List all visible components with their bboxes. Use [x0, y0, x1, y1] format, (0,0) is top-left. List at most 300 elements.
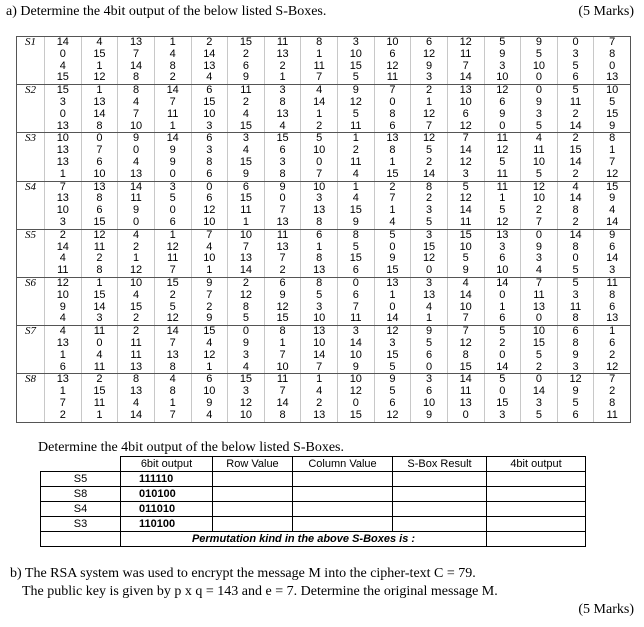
sbox-label: S1 — [17, 37, 45, 49]
sbox-cell: 14 — [338, 338, 375, 350]
sbox-cell: 15 — [191, 97, 228, 109]
sbox-cell: 8 — [301, 253, 338, 265]
sbox-cell: 3 — [484, 242, 521, 254]
sbox-cell: 5 — [374, 229, 411, 241]
sbox-row — [17, 350, 631, 362]
sbox-label — [17, 217, 45, 229]
sbox-cell: 6 — [594, 242, 631, 254]
sbox-cell: 9 — [594, 121, 631, 133]
sbox-cell: 5 — [338, 72, 375, 84]
sbox-cell: 3 — [557, 290, 594, 302]
permutation-answer-cell[interactable] — [487, 532, 586, 547]
sbox-cell: 11 — [557, 302, 594, 314]
sbox-cell: 7 — [45, 181, 82, 193]
sbox-cell: 5 — [338, 109, 375, 121]
sbox-cell: 12 — [447, 37, 484, 49]
sbox-cell: 15 — [81, 386, 118, 398]
sbox-cell: 9 — [154, 157, 191, 169]
sbox-cell: 15 — [228, 374, 265, 386]
sbox-label: S4 — [17, 181, 45, 193]
sbox-cell: 3 — [191, 145, 228, 157]
sbox-cell: 11 — [338, 313, 375, 325]
sbox-cell: 1 — [411, 97, 448, 109]
sbox-cell: 3 — [521, 109, 558, 121]
sbox-cell: 8 — [374, 145, 411, 157]
sbox-cell: 7 — [521, 217, 558, 229]
sbox-label — [17, 205, 45, 217]
sbox-cell: 3 — [411, 205, 448, 217]
sbox-cell: 7 — [594, 37, 631, 49]
sbox-cell: 2 — [264, 265, 301, 277]
sbox-cell: 13 — [154, 350, 191, 362]
sbox-cell: 13 — [45, 374, 82, 386]
sbox-cell: 11 — [81, 326, 118, 338]
answer-row — [41, 502, 586, 517]
sbox-cell: 2 — [594, 350, 631, 362]
sbox-cell: 4 — [118, 398, 155, 410]
part-a-marks: (5 Marks) — [578, 4, 634, 19]
sbox-cell: 1 — [301, 374, 338, 386]
sbox-cell: 10 — [338, 374, 375, 386]
sbox-cell: 13 — [45, 338, 82, 350]
sbox-cell: 14 — [374, 313, 411, 325]
sbox-cell: 11 — [228, 205, 265, 217]
sbox-cell: 1 — [338, 133, 375, 145]
sbox-cell: 15 — [45, 85, 82, 97]
sbox-cell: 11 — [594, 277, 631, 289]
sbox-cell: 6 — [557, 72, 594, 84]
sbox-label — [17, 61, 45, 73]
sbox-cell: 1 — [484, 193, 521, 205]
sbox-cell: 3 — [338, 37, 375, 49]
sbox-cell: 2 — [411, 157, 448, 169]
sbox-cell: 13 — [264, 49, 301, 61]
sbox-cell: 9 — [191, 277, 228, 289]
sbox-cell: 2 — [191, 37, 228, 49]
sbox-cell: 8 — [594, 290, 631, 302]
sbox-cell: 8 — [264, 326, 301, 338]
sbox-cell: 12 — [484, 85, 521, 97]
sbox-cell: 8 — [374, 109, 411, 121]
sbox-cell: 5 — [374, 362, 411, 374]
permutation-kind-label: Permutation kind in the above S-Boxes is : — [121, 532, 487, 547]
sbox-cell: 12 — [484, 145, 521, 157]
part-b-marks: (5 Marks) — [578, 602, 634, 617]
sbox-cell: 6 — [264, 145, 301, 157]
sbox-cell: 7 — [374, 193, 411, 205]
sbox-cell: 15 — [154, 277, 191, 289]
sbox-cell: 6 — [191, 133, 228, 145]
sbox-cell: 15 — [191, 326, 228, 338]
sbox-cell: 8 — [81, 121, 118, 133]
sbox-cell: 11 — [594, 410, 631, 422]
sbox-cell: 11 — [521, 145, 558, 157]
sbox-cell: 11 — [447, 217, 484, 229]
sbox-cell: 11 — [228, 85, 265, 97]
sbox-cell: 8 — [557, 338, 594, 350]
sbox-cell: 11 — [484, 181, 521, 193]
sbox-cell: 8 — [154, 386, 191, 398]
sbox-cell: 15 — [374, 169, 411, 181]
sbox-cell: 8 — [264, 97, 301, 109]
sbox-cell: 10 — [45, 205, 82, 217]
sbox-cell: 10 — [521, 61, 558, 73]
sbox-cell: 1 — [45, 169, 82, 181]
answer-row — [41, 517, 586, 532]
sbox-cell: 8 — [81, 265, 118, 277]
sbox-cell: 15 — [81, 290, 118, 302]
sbox-cell: 1 — [411, 313, 448, 325]
sbox-cell: 14 — [594, 217, 631, 229]
sbox-cell: 15 — [228, 121, 265, 133]
sbox-cell: 15 — [521, 338, 558, 350]
sbox-cell: 5 — [374, 386, 411, 398]
sbox-table — [16, 36, 631, 423]
sbox-cell: 14 — [45, 242, 82, 254]
sbox-cell: 2 — [301, 121, 338, 133]
sbox-cell: 4 — [521, 133, 558, 145]
sbox-cell: 14 — [557, 193, 594, 205]
sbox-cell: 12 — [411, 109, 448, 121]
sbox-cell: 4 — [228, 362, 265, 374]
sbox-cell: 2 — [521, 362, 558, 374]
sbox-cell: 11 — [447, 386, 484, 398]
sbox-cell: 10 — [374, 37, 411, 49]
sbox-name: S3 — [41, 517, 121, 532]
sbox-cell: 4 — [154, 49, 191, 61]
sbox-cell: 8 — [191, 157, 228, 169]
sbox-cell: 12 — [81, 72, 118, 84]
sbox-cell: 9 — [557, 350, 594, 362]
sbox-cell: 14 — [45, 37, 82, 49]
sbox-cell: 1 — [338, 181, 375, 193]
sbox-cell: 2 — [228, 97, 265, 109]
sbox-cell: 1 — [191, 265, 228, 277]
sbox-cell: 0 — [557, 37, 594, 49]
part-a-question: a) Determine the 4bit output of the below listed S-Boxes. — [6, 4, 327, 19]
sbox-cell: 14 — [447, 374, 484, 386]
sbox-cell: 14 — [191, 49, 228, 61]
sbox-cell: 6 — [594, 302, 631, 314]
sbox-cell: 7 — [118, 49, 155, 61]
output-4bit-cell[interactable] — [487, 517, 586, 532]
sbox-cell: 10 — [338, 350, 375, 362]
sbox-cell: 14 — [447, 72, 484, 84]
sbox-cell: 7 — [154, 265, 191, 277]
sbox-cell: 12 — [154, 242, 191, 254]
sbox-cell: 15 — [338, 410, 375, 422]
sbox-cell: 12 — [338, 386, 375, 398]
sbox-cell: 7 — [45, 398, 82, 410]
sbox-cell: 4 — [81, 37, 118, 49]
sbox-cell: 7 — [264, 386, 301, 398]
sbox-result-cell[interactable] — [393, 517, 487, 532]
sbox-label — [17, 109, 45, 121]
sbox-cell: 11 — [264, 374, 301, 386]
sbox-row — [17, 290, 631, 302]
output-4bit-cell[interactable] — [487, 472, 586, 487]
sbox-cell: 0 — [447, 410, 484, 422]
sbox-cell: 9 — [411, 410, 448, 422]
sbox-cell: 12 — [81, 229, 118, 241]
sbox-cell: 5 — [521, 350, 558, 362]
sbox-cell: 1 — [81, 61, 118, 73]
sbox-cell: 6 — [191, 85, 228, 97]
column-value-cell[interactable] — [293, 502, 393, 517]
sbox-cell: 9 — [118, 133, 155, 145]
sbox-cell: 15 — [338, 61, 375, 73]
sbox-label — [17, 350, 45, 362]
sbox-cell: 15 — [484, 398, 521, 410]
sbox-cell: 0 — [45, 109, 82, 121]
sbox-cell: 12 — [447, 157, 484, 169]
row-value-cell[interactable] — [213, 517, 293, 532]
sbox-cell: 14 — [154, 326, 191, 338]
sbox-cell: 1 — [154, 398, 191, 410]
sbox-cell: 11 — [338, 157, 375, 169]
sbox-cell: 8 — [81, 193, 118, 205]
sbox-cell: 0 — [557, 253, 594, 265]
sbox-cell: 1 — [594, 326, 631, 338]
sbox-label — [17, 410, 45, 422]
sbox-cell: 9 — [374, 253, 411, 265]
sbox-cell: 4 — [228, 145, 265, 157]
sbox-cell: 0 — [521, 85, 558, 97]
row-value-cell[interactable] — [213, 472, 293, 487]
output-4bit-cell[interactable] — [487, 502, 586, 517]
sbox-cell: 3 — [411, 277, 448, 289]
sbox-cell: 4 — [594, 205, 631, 217]
sbox-cell: 6 — [191, 169, 228, 181]
sbox-label: S5 — [17, 229, 45, 241]
sbox-cell: 4 — [81, 350, 118, 362]
sbox-cell: 9 — [447, 265, 484, 277]
sbox-cell: 13 — [264, 242, 301, 254]
sbox-cell: 4 — [557, 181, 594, 193]
sbox-cell: 3 — [264, 85, 301, 97]
column-value-cell[interactable] — [293, 487, 393, 502]
sbox-cell: 13 — [484, 229, 521, 241]
sbox-cell: 14 — [557, 157, 594, 169]
sbox-cell: 2 — [374, 181, 411, 193]
sbox-cell: 4 — [191, 338, 228, 350]
sbox-name: S4 — [41, 502, 121, 517]
sbox-cell: 15 — [81, 49, 118, 61]
part-b-line2: The public key is given by p x q = 143 and e = 7. Determine the original message M. — [22, 584, 498, 599]
sbox-cell: 1 — [154, 121, 191, 133]
column-value-cell[interactable] — [293, 472, 393, 487]
sbox-cell: 8 — [264, 410, 301, 422]
sbox-cell: 12 — [411, 133, 448, 145]
sbox-cell: 9 — [411, 326, 448, 338]
sbox-cell: 3 — [411, 72, 448, 84]
sbox-cell: 12 — [447, 121, 484, 133]
sbox-cell: 9 — [374, 374, 411, 386]
sbox-cell: 4 — [338, 193, 375, 205]
sbox-cell: 14 — [154, 85, 191, 97]
sbox-cell: 6 — [484, 313, 521, 325]
sbox-cell: 4 — [45, 313, 82, 325]
sbox-cell: 15 — [228, 193, 265, 205]
sbox-cell: 9 — [594, 193, 631, 205]
sbox-label — [17, 313, 45, 325]
sbox-cell: 11 — [374, 72, 411, 84]
sbox-cell: 2 — [557, 217, 594, 229]
sbox-result-cell[interactable] — [393, 472, 487, 487]
sbox-label — [17, 157, 45, 169]
row-value-cell[interactable] — [213, 487, 293, 502]
sbox-cell: 15 — [81, 217, 118, 229]
sbox-cell: 1 — [81, 85, 118, 97]
sbox-cell: 14 — [411, 169, 448, 181]
row-value-cell[interactable] — [213, 502, 293, 517]
sbox-cell: 7 — [191, 229, 228, 241]
sbox-cell: 8 — [301, 277, 338, 289]
sbox-cell: 0 — [411, 265, 448, 277]
sbox-cell: 6 — [411, 350, 448, 362]
answer-row — [41, 472, 586, 487]
sbox-cell: 13 — [264, 217, 301, 229]
sbox-cell: 9 — [154, 145, 191, 157]
sbox-cell: 12 — [191, 350, 228, 362]
column-value-cell[interactable] — [293, 517, 393, 532]
sbox-cell: 7 — [228, 242, 265, 254]
sbox-cell: 13 — [374, 133, 411, 145]
sbox-name: S8 — [41, 487, 121, 502]
sbox-cell: 5 — [521, 121, 558, 133]
sbox-cell: 5 — [557, 61, 594, 73]
sbox-row — [17, 97, 631, 109]
sbox-cell: 11 — [154, 253, 191, 265]
sbox-row — [17, 217, 631, 229]
sbox-cell: 3 — [521, 398, 558, 410]
sbox-label — [17, 169, 45, 181]
sbox-label: S2 — [17, 85, 45, 97]
sbox-result-cell[interactable] — [393, 502, 487, 517]
sbox-cell: 7 — [264, 205, 301, 217]
sbox-cell: 2 — [118, 313, 155, 325]
output-4bit-cell[interactable] — [487, 487, 586, 502]
sbox-cell: 12 — [594, 169, 631, 181]
sbox-cell: 8 — [594, 49, 631, 61]
sbox-cell: 13 — [594, 72, 631, 84]
sbox-cell: 1 — [45, 386, 82, 398]
sbox-cell: 3 — [411, 374, 448, 386]
sbox-cell: 1 — [484, 302, 521, 314]
sbox-cell: 14 — [118, 410, 155, 422]
sbox-cell: 4 — [154, 374, 191, 386]
sbox-cell: 6 — [228, 61, 265, 73]
sbox-cell: 12 — [118, 265, 155, 277]
sbox-cell: 13 — [301, 265, 338, 277]
sbox-cell: 2 — [264, 61, 301, 73]
sbox-cell: 0 — [264, 193, 301, 205]
sbox-cell: 6 — [411, 386, 448, 398]
sbox-cell: 12 — [411, 49, 448, 61]
sbox-cell: 6 — [557, 410, 594, 422]
sbox-cell: 12 — [484, 217, 521, 229]
sbox-cell: 10 — [118, 277, 155, 289]
sbox-cell: 9 — [484, 109, 521, 121]
sbox-cell: 5 — [301, 133, 338, 145]
sbox-cell: 0 — [191, 181, 228, 193]
sbox-cell: 2 — [521, 205, 558, 217]
sbox-row — [17, 72, 631, 84]
sbox-cell: 12 — [447, 338, 484, 350]
sbox-cell: 11 — [447, 49, 484, 61]
sbox-cell: 10 — [411, 398, 448, 410]
sbox-label — [17, 72, 45, 84]
sbox-cell: 3 — [557, 362, 594, 374]
sbox-cell: 4 — [338, 169, 375, 181]
sbox-cell: 13 — [447, 85, 484, 97]
sbox-cell: 4 — [45, 253, 82, 265]
sbox-cell: 10 — [594, 85, 631, 97]
sbox-cell: 5 — [557, 265, 594, 277]
sbox-row — [17, 277, 631, 289]
sbox-cell: 6 — [338, 290, 375, 302]
sbox-cell: 1 — [374, 290, 411, 302]
sbox-cell: 2 — [411, 85, 448, 97]
sbox-cell: 11 — [118, 193, 155, 205]
sbox-cell: 3 — [411, 229, 448, 241]
sbox-cell: 2 — [228, 49, 265, 61]
sbox-cell: 10 — [301, 145, 338, 157]
sbox-cell: 12 — [154, 313, 191, 325]
sbox-cell: 4 — [228, 109, 265, 121]
sbox-input: 111110 — [121, 472, 213, 487]
sbox-cell: 6 — [191, 193, 228, 205]
sbox-cell: 15 — [557, 145, 594, 157]
sbox-cell: 5 — [484, 374, 521, 386]
sbox-cell: 9 — [228, 72, 265, 84]
sbox-cell: 1 — [154, 37, 191, 49]
sbox-cell: 4 — [191, 410, 228, 422]
sbox-cell: 0 — [118, 217, 155, 229]
sbox-cell: 6 — [374, 49, 411, 61]
sbox-cell: 4 — [118, 290, 155, 302]
sbox-cell: 3 — [45, 97, 82, 109]
sbox-cell: 0 — [154, 169, 191, 181]
header-sbox-result: S-Box Result — [393, 457, 487, 472]
sbox-cell: 8 — [557, 205, 594, 217]
sbox-cell: 15 — [447, 362, 484, 374]
sbox-label — [17, 49, 45, 61]
sbox-cell: 12 — [338, 97, 375, 109]
sbox-cell: 14 — [301, 97, 338, 109]
sbox-cell: 8 — [447, 350, 484, 362]
sbox-cell: 3 — [301, 193, 338, 205]
sbox-cell: 12 — [191, 205, 228, 217]
sbox-cell: 6 — [557, 326, 594, 338]
sbox-cell: 10 — [447, 302, 484, 314]
sbox-cell: 15 — [338, 253, 375, 265]
sbox-cell: 5 — [557, 277, 594, 289]
header-4bit-output: 4bit output — [487, 457, 586, 472]
sbox-cell: 11 — [264, 229, 301, 241]
sbox-cell: 15 — [45, 72, 82, 84]
sbox-cell: 2 — [594, 386, 631, 398]
sbox-cell: 8 — [118, 374, 155, 386]
sbox-label — [17, 253, 45, 265]
sbox-cell: 14 — [447, 290, 484, 302]
sbox-cell: 8 — [264, 169, 301, 181]
sbox-cell: 11 — [521, 290, 558, 302]
sbox-cell: 5 — [521, 410, 558, 422]
sbox-cell: 14 — [301, 350, 338, 362]
sbox-cell: 11 — [338, 121, 375, 133]
sbox-result-cell[interactable] — [393, 487, 487, 502]
